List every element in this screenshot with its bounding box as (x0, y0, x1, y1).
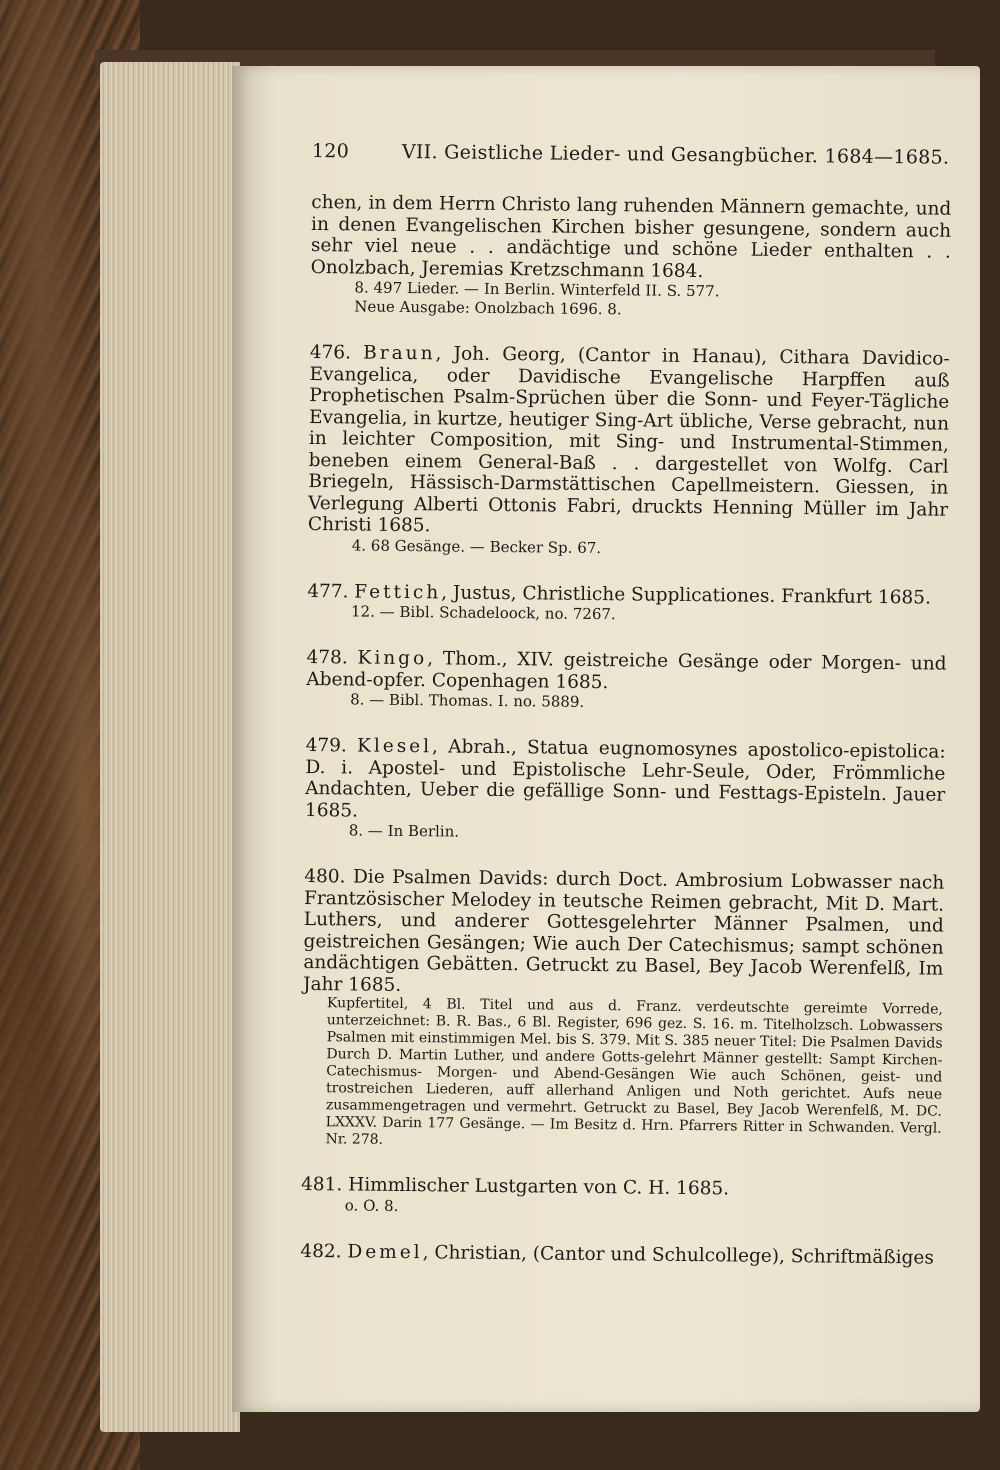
entry-number: 476. (309, 341, 352, 364)
continuation-text: chen, in dem Herrn Christo lang ruhenden Männern gemachte, und in denen Evangelischen Kirchen bisher gesungene, sondern auch sehr viel neue . . andächtige und schöne Lieder enthalten . . Onolzbach, Jeremias Kretzschmann 1684. (310, 191, 952, 282)
entry-number: 479. (305, 734, 347, 757)
entry-note: 12. — Bibl. Schadeloock, no. 7267. (350, 602, 616, 624)
entry-note: 4. 68 Gesänge. — Becker Sp. 67. (351, 535, 602, 557)
entry-text (306, 647, 946, 697)
entry-477 (307, 580, 947, 627)
page-number: 120 (311, 140, 350, 163)
entry-480 (301, 866, 944, 1155)
entry-text (303, 866, 944, 1002)
continuation-note-1: 8. 497 Lieder. — In Berlin. Winterfeld II. S. 577. (354, 278, 720, 301)
entry-body: , Thom., XIV. geistreiche Gesänge oder Morgen- und Abend-opfer. Copenhagen 1685. (306, 648, 947, 693)
entry-note: Kupfertitel, 4 Bl. Titel und aus d. Franz. verdeutschte gereimte Vorrede, unterzeichnet: B. R. Bas., 6 Bl. Register, 696 gez. S. 16. m. Titelholzsch. Lobwassers Psalmen mit einstimmigen Mel. bis S. 379. Mit S. 385 neuer Titel: Die Psalmen Davids Durch D. Martin Luther, und andere Gotts-gelehrt Männer gestellt: Sampt Kirchen- Catechismus- Morgen- und Abend-Gesängen Wie auch Schönen, geist- und trostreichen Liederen, auff allerhand Anligen und Noth gerichtet. Aufs neue zusammengetragen und vermehrt. Getruckt zu Basel, Bey Jacob Werenfelß, M. DC. LXXXV. Darin 177 Gesänge. — Im Besitz d. Hrn. Pfarrers Ritter in Schwanden. Vergl. Nr. 278. (325, 995, 944, 1148)
entry-body: , Christian, (Cantor und Schulcollege), Schriftmäßiges (422, 1241, 935, 1269)
entry-479 (305, 735, 946, 847)
entry-body: , Joh. Georg, (Cantor in Hanau), Cithara Davidico-Evangelica, oder Davidische Evangelische Harpffen auß Prophetischen Psalm-Sprüchen über die Sonn- und Feyer-Tägliche Evangelia, in kurtze, heutiger Sing-Art übliche, Verse gebracht, nun in leichter Composition, mit Sing- und Instrumental-Stimmen, beneben einem General-Baß . . dargestellet von Wolfg. Carl Briegeln, Hässisch-Darmstättischen Capellmeistern. Giessen, in Verlegung Alberti Ottonis Fabri, druckts Henning Müller im Jahr Christi 1685. (307, 343, 950, 537)
entry-body: , Abrah., Statua eugnomosynes apostolico-epistolica: D. i. Apostel- und Epistolische Lehr-Seule, Oder, Frömmliche Andachten, Ueber die gefällige Sonn- und Festtags-Episteln. Jauer 1685. (304, 736, 946, 822)
entry-478 (306, 647, 947, 716)
entry-number: 478. (306, 646, 348, 669)
entry-note: 8. — Bibl. Thomas. I. no. 5889. (350, 690, 585, 711)
entry-author: Klesel (356, 735, 433, 758)
entry-author: Fettich (354, 580, 442, 603)
page-edges (100, 62, 240, 1432)
entry-author: Kingo (357, 647, 428, 670)
entry-text (305, 735, 946, 828)
entry-body: Himmlischer Lustgarten von C. H. 1685. (348, 1174, 730, 1200)
entry-481 (301, 1174, 941, 1221)
entry-476 (308, 342, 950, 561)
entry-body: Die Psalmen Davids: durch Doct. Ambrosium Lobwasser nach Frantzösischer Melodey in teutsche Reimen gebracht, Mit D. Mart. Luthers, und anderer Gottesgelehrter Männer Psalmen, und geistreichen Gesängen; Wie auch Der Catechismus; sampt schönen andächtigen Gebätten. Getruckt zu Basel, Bey Jacob Werenfelß, Im Jahr 1685. (303, 866, 945, 996)
entry-number: 481. (300, 1173, 343, 1196)
entry-number: 482. (300, 1240, 342, 1262)
entry-note: o. O. 8. (344, 1195, 399, 1215)
running-title: VII. Geistliche Lieder- und Gesangbücher. 1684—1685. (401, 140, 950, 169)
entry-number: 477. (307, 580, 349, 602)
entry-body: , Justus, Christliche Supplicationes. Frankfurt 1685. (441, 581, 932, 609)
entry-number: 480. (304, 865, 346, 888)
page-content (300, 140, 952, 1269)
continuation-note-2: Neue Ausgabe: Onolzbach 1696. 8. (354, 297, 622, 319)
entry-note: 8. — In Berlin. (348, 821, 460, 841)
entry-author: Braun (363, 342, 436, 365)
entry-text (308, 342, 950, 542)
entry-author: Demel (347, 1240, 423, 1263)
